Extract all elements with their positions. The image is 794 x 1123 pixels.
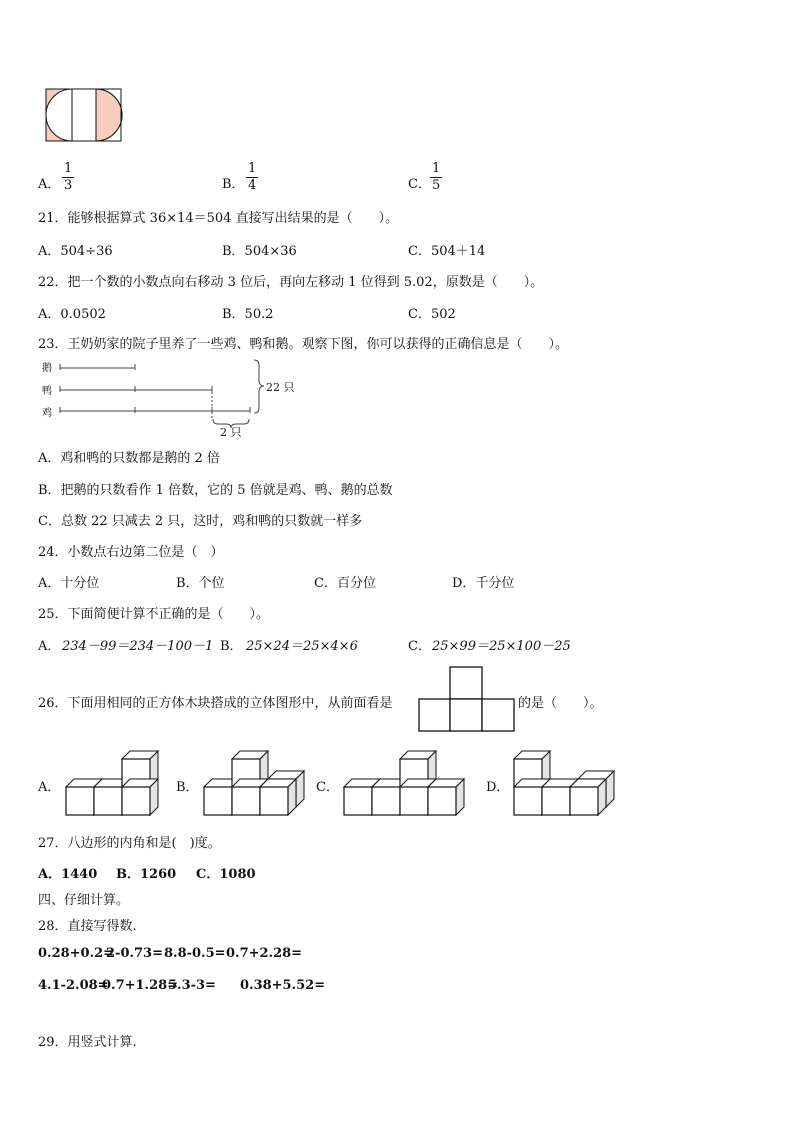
cube	[570, 779, 606, 815]
q24-option-d: D．千分位	[452, 576, 515, 591]
q28-row2-item4: 0.38+5.52=	[240, 978, 326, 993]
cube-figure-d	[512, 743, 622, 821]
q26-option-d-letter: D．	[486, 780, 510, 795]
q26-stem-part2: 的是（ ）。	[518, 696, 603, 711]
cube-figure-a	[64, 743, 174, 821]
cube-figure-c	[342, 743, 472, 821]
q24-stem: 24．小数点右边第二位是（ ）	[38, 545, 224, 560]
diagram-label-chicken: 鸡	[42, 408, 52, 419]
q21-option-c: C．504＋14	[408, 244, 486, 259]
q28-row1-item3: 8.8-0.5=	[164, 946, 226, 961]
q25-option-b-letter: B．	[220, 639, 243, 654]
fraction-denominator: 3	[64, 178, 73, 193]
q26-option-a-letter: A．	[38, 780, 61, 795]
q23-stem: 23．王奶奶家的院子里养了一些鸡、鸭和鹅。观察下图，你可以获得的正确信息是（ ）。	[38, 337, 569, 352]
section-heading: 四、仔细计算。	[38, 893, 130, 908]
fraction-shading-figure	[45, 88, 125, 144]
q24-option-b: B．个位	[176, 576, 225, 591]
cube	[260, 779, 296, 815]
q22-option-a: A．0.0502	[38, 307, 106, 322]
cube	[428, 779, 464, 815]
q28-row2-item3: 5.3-3=	[168, 978, 216, 993]
q22-option-c: C．502	[408, 307, 456, 322]
fraction-denominator: 4	[248, 178, 257, 193]
q26-option-b-letter: B．	[176, 780, 199, 795]
diagram-label-duck: 鸭	[42, 386, 52, 397]
fraction-numerator: 1	[64, 161, 73, 176]
q28-row1-item1: 0.28+0.2=	[38, 946, 115, 961]
q29-stem: 29．用竖式计算.	[38, 1035, 137, 1050]
q21-option-b: B．504×36	[222, 244, 297, 259]
q28-row2-item2: 0.7+1.28=	[102, 978, 179, 993]
q27-option-a: A．1440	[38, 867, 98, 882]
cube	[122, 779, 158, 815]
q24-option-a: A．十分位	[38, 576, 100, 591]
q21-option-a: A．504÷36	[38, 244, 113, 259]
q27-option-b: B．1260	[116, 867, 177, 882]
q23-option-b: B．把鹅的只数看作 1 倍数，它的 5 倍就是鸡、鸭、鹅的总数	[38, 483, 393, 498]
q27-stem: 27．八边形的内角和是( )度。	[38, 836, 221, 851]
q25-option-c-letter: C．	[408, 639, 431, 654]
q20-option-c-fraction	[430, 161, 442, 194]
q23-option-c: C．总数 22 只减去 2 只，这时，鸡和鸭的只数就一样多	[38, 514, 363, 529]
q20-option-b-fraction	[246, 161, 258, 194]
q20-option-a-letter: A．	[38, 177, 61, 192]
fraction-numerator: 1	[248, 161, 257, 176]
diagram-label-goose: 鹅	[42, 363, 52, 374]
diagram-diff-label: 2 只	[220, 426, 242, 439]
q25-option-c-expr: 25×99＝25×100－25	[432, 639, 571, 654]
q22-option-b: B．50.2	[222, 307, 274, 322]
q24-option-c: C．百分位	[314, 576, 376, 591]
q20-option-b-letter: B．	[222, 177, 245, 192]
fraction-numerator: 1	[432, 161, 441, 176]
diagram-total-label: 22 只	[266, 381, 295, 394]
q28-row2-item1: 4.1-2.08=	[38, 978, 109, 993]
q26-stem-part1: 26．下面用相同的正方体木块搭成的立体图形中，从前面看是	[38, 696, 393, 711]
q28-row1-item4: 0.7+2.28=	[226, 946, 303, 961]
q28-stem: 28．直接写得数.	[38, 919, 137, 934]
q25-option-b-expr: 25×24＝25×4×6	[246, 639, 358, 654]
q27-option-c: C．1080	[196, 867, 256, 882]
q21-stem: 21．能够根据算式 36×14＝504 直接写出结果的是（ ）。	[38, 211, 399, 226]
q20-option-a-fraction	[62, 161, 74, 194]
q25-stem: 25．下面简便计算不正确的是（ ）。	[38, 607, 270, 622]
q25-option-a-expr: 234－99＝234－100－1	[62, 639, 214, 654]
cube-figure-b	[202, 743, 312, 821]
q25-option-a-letter: A．	[38, 639, 61, 654]
q22-stem: 22．把一个数的小数点向右移动 3 位后，再向左移动 1 位得到 5.02，原数是（ ）。	[38, 275, 544, 290]
fraction-denominator: 5	[432, 178, 441, 193]
front-view-figure	[418, 666, 516, 732]
q26-option-c-letter: C．	[316, 780, 339, 795]
q23-option-a: A．鸡和鸭的只数都是鹅的 2 倍	[38, 451, 220, 466]
q20-option-c-letter: C．	[408, 177, 431, 192]
q28-row1-item2: 2-0.73=	[106, 946, 163, 961]
